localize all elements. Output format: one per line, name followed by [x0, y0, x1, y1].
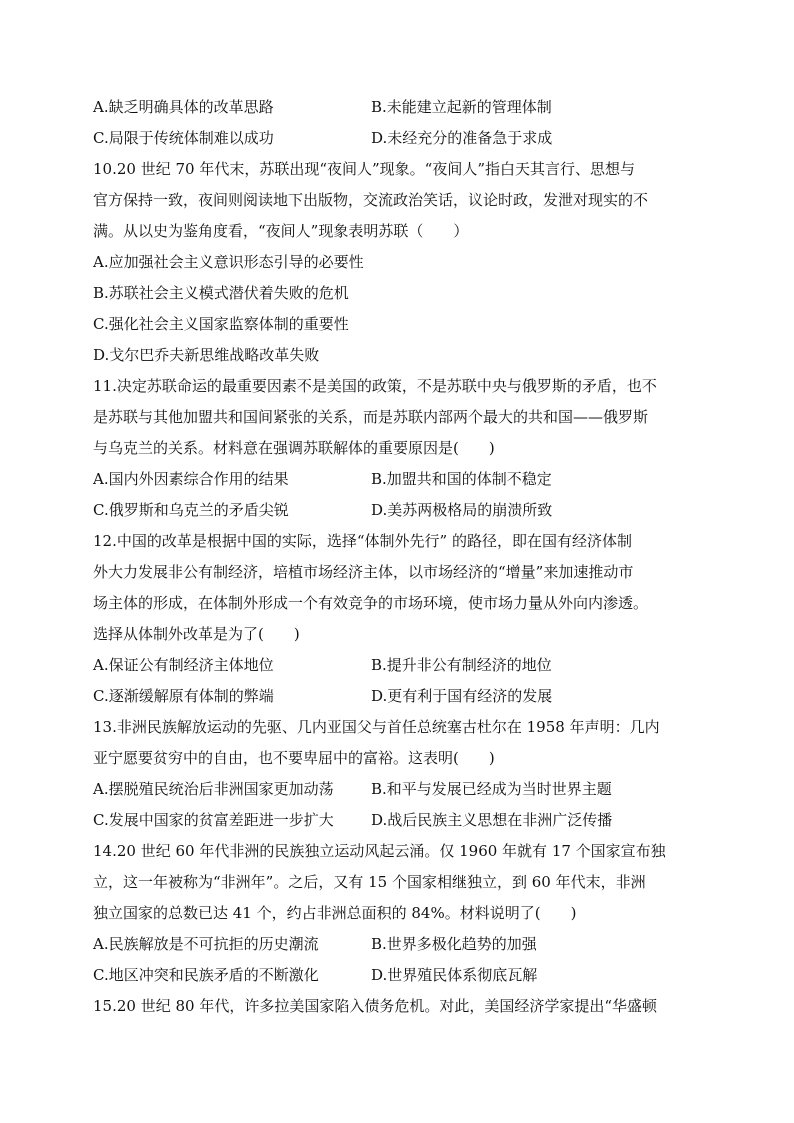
question-text-line: 与乌克兰的关系。材料意在强调苏联解体的重要原因是( ): [93, 439, 495, 457]
option-d: D.戈尔巴乔夫新思维战略改革失败: [93, 346, 320, 364]
option-row: [93, 495, 701, 526]
question-text-line: 亚宁愿要贫穷中的自由，也不要卑屈中的富裕。这表明( ): [93, 749, 495, 767]
question-text-line: 14.20 世纪 60 年代非洲的民族独立运动风起云涌。仅 1960 年就有 17 个国家宣布独: [93, 842, 666, 860]
question-text-line: 是苏联与其他加盟共和国间紧张的关系，而是苏联内部两个最大的共和国——俄罗斯: [93, 408, 649, 426]
option-a: A.摆脱殖民统治后非洲国家更加动荡: [93, 780, 334, 798]
option-row: [93, 92, 701, 123]
question-text-line: 15.20 世纪 80 年代，许多拉美国家陷入债务危机。对此，美国经济学家提出“华盛顿: [93, 997, 658, 1015]
exam-page: [93, 92, 701, 1022]
question-text-line: 12.中国的改革是根据中国的实际，选择“体制外先行” 的路径，即在国有经济体制: [93, 532, 632, 550]
option-d: D.未经充分的准备急于求成: [371, 129, 553, 147]
option-a: A.保证公有制经济主体地位: [93, 656, 274, 674]
option-c: C.发展中国家的贫富差距进一步扩大: [93, 811, 334, 829]
question-11: [93, 371, 701, 526]
option-c: C.俄罗斯和乌克兰的矛盾尖锐: [93, 501, 289, 519]
question-12: [93, 526, 701, 712]
question-text-line: 10.20 世纪 70 年代末，苏联出现“夜间人”现象。“夜间人”指白天其言行、思想与: [93, 160, 636, 178]
question-text-line: 立，这一年被称为“非洲年”。之后，又有 15 个国家相继独立，到 60 年代末，非洲: [93, 873, 646, 891]
option-row: [93, 464, 701, 495]
question-15: [93, 991, 701, 1022]
option-d: D.更有利于国有经济的发展: [371, 687, 553, 705]
option-c: C.地区冲突和民族矛盾的不断激化: [93, 966, 319, 984]
question-14: [93, 836, 701, 991]
question-text-line: 外大力发展非公有制经济，培植市场经济主体，以市场经济的“增量”来加速推动市: [93, 563, 634, 581]
option-row: [93, 681, 701, 712]
option-a: A.民族解放是不可抗拒的历史潮流: [93, 935, 319, 953]
option-c: C.局限于传统体制难以成功: [93, 129, 274, 147]
option-d: D.美苏两极格局的崩溃所致: [371, 501, 553, 519]
option-b: B.未能建立起新的管理体制: [371, 98, 552, 116]
option-d: D.世界殖民体系彻底瓦解: [371, 966, 538, 984]
option-b: B.世界多极化趋势的加强: [371, 935, 537, 953]
option-b: B.苏联社会主义模式潜伏着失败的危机: [93, 284, 349, 302]
question-10: [93, 154, 701, 371]
option-a: A.缺乏明确具体的改革思路: [93, 98, 274, 116]
question-13: [93, 712, 701, 836]
option-row: [93, 774, 701, 805]
option-row: [93, 960, 701, 991]
option-b: B.和平与发展已经成为当时世界主题: [371, 780, 612, 798]
option-a: A.应加强社会主义意识形态引导的必要性: [93, 253, 364, 271]
option-a: A.国内外因素综合作用的结果: [93, 470, 289, 488]
question-text-line: 独立国家的总数已达 41 个，约占非洲总面积的 84%。材料说明了( ): [93, 904, 577, 922]
option-b: B.加盟共和国的体制不稳定: [371, 470, 552, 488]
question-text-line: 满。从以史为鉴角度看，“夜间人”现象表明苏联（ ）: [93, 222, 469, 240]
option-row: [93, 805, 701, 836]
option-c: C.逐渐缓解原有体制的弊端: [93, 687, 274, 705]
option-d: D.战后民族主义思想在非洲广泛传播: [371, 811, 613, 829]
question-text-line: 选择从体制外改革是为了( ): [93, 625, 300, 643]
question-text-line: 13.非洲民族解放运动的先驱、几内亚国父与首任总统塞古杜尔在 1958 年声明：几内: [93, 718, 660, 736]
option-row: [93, 929, 701, 960]
option-b: B.提升非公有制经济的地位: [371, 656, 552, 674]
option-c: C.强化社会主义国家监察体制的重要性: [93, 315, 349, 333]
option-row: [93, 650, 701, 681]
question-text-line: 官方保持一致，夜间则阅读地下出版物，交流政治笑话，议论时政，发泄对现实的不: [93, 191, 649, 209]
question-text-line: 11.决定苏联命运的最重要因素不是美国的政策，不是苏联中央与俄罗斯的矛盾，也不: [93, 377, 657, 395]
question-text-line: 场主体的形成，在体制外形成一个有效竞争的市场环境，使市场力量从外向内渗透。: [93, 594, 649, 612]
option-row: [93, 123, 701, 154]
